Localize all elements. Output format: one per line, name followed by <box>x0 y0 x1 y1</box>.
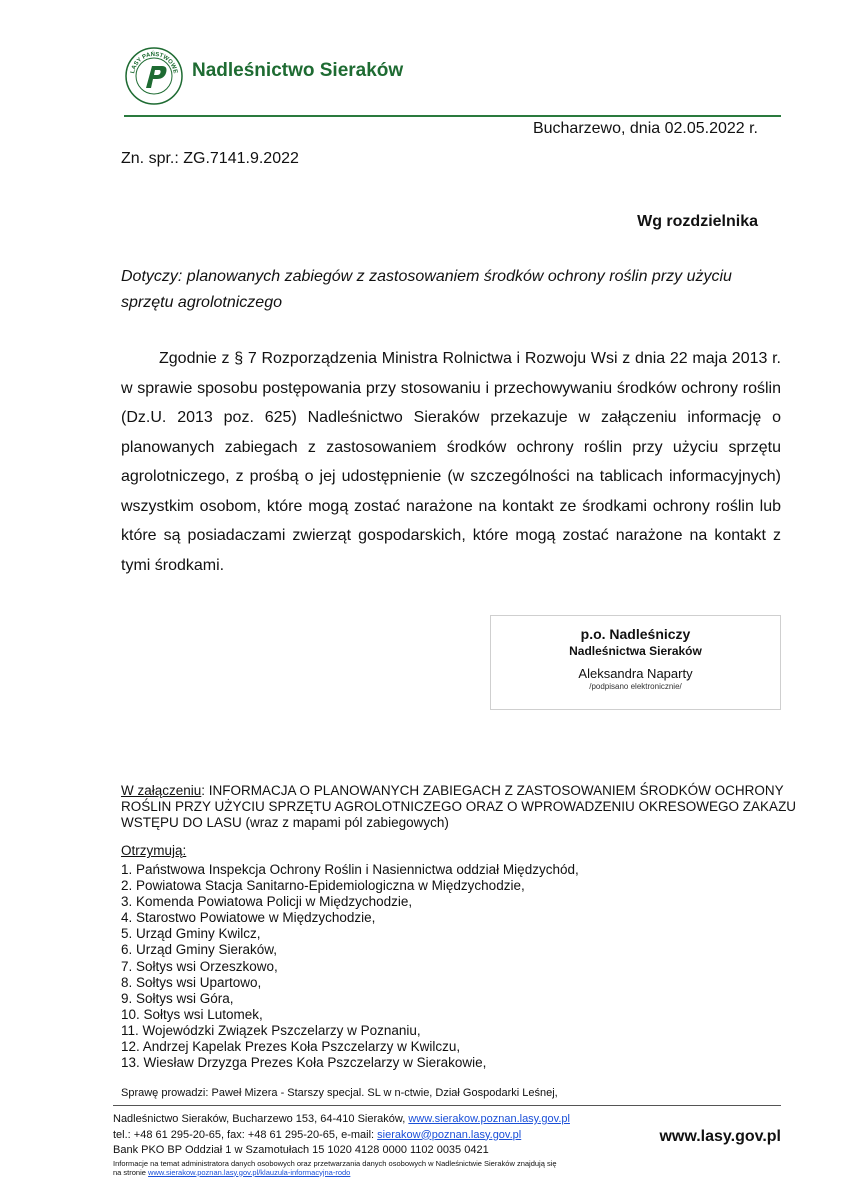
list-item: 13. Wiesław Drzyzga Prezes Koła Pszczelarzy w Sierakowie, <box>121 1055 487 1071</box>
letter-subject: Dotyczy: planowanych zabiegów z zastosowaniem środków ochrony roślin przy użyciu sprzętu agrolotniczego <box>121 268 732 311</box>
lasy-panstwowe-logo <box>124 46 184 106</box>
rodo-prefix: na stronie <box>113 1167 149 1177</box>
list-item: 10. Sołtys wsi Lutomek, <box>121 1006 263 1022</box>
signatory-organization: Nadleśnictwa Sieraków <box>569 644 702 658</box>
footer-address-line <box>113 1112 633 1128</box>
footer-address: Nadleśnictwo Sieraków, Bucharzewo 153, 64-410 Sieraków, <box>113 1113 409 1125</box>
list-item: 11. Wojewódzki Związek Pszczelarzy w Poznaniu, <box>121 1022 421 1038</box>
list-item: 5. Urząd Gminy Kwilcz, <box>121 926 261 942</box>
logo-arc-text: LASY PAŃSTWOWE <box>130 51 178 75</box>
attachment-text: : INFORMACJA O PLANOWANYCH ZABIEGACH Z ZASTOSOWANIEM ŚRODKÓW OCHRONY ROŚLIN PRZY UŻYCIU SPRZĘTU AGROLOTNICZEGO ORAZ O WPROWADZENIU OKRESOWEGO ZAKAZU WSTĘPU DO LASU (wraz z mapami pól zabiegowych) <box>121 783 797 830</box>
list-item: 2. Powiatowa Stacja Sanitarno-Epidemiologiczna w Międzychodzie, <box>121 878 525 894</box>
list-item: 8. Sołtys wsi Upartowo, <box>121 974 262 990</box>
list-item: 6. Urząd Gminy Sieraków, <box>121 942 278 958</box>
lasy-website[interactable]: www.lasy.gov.pl <box>659 1128 781 1145</box>
list-item: 3. Komenda Powiatowa Policji w Międzychodzie, <box>121 894 413 910</box>
addressee: Wg rozdzielnika <box>637 213 758 230</box>
signatory-name: Aleksandra Naparty <box>578 666 693 681</box>
letter-body: Zgodnie z § 7 Rozporządzenia Ministra Rolnictwa i Rozwoju Wsi z dnia 22 maja 2013 r. w sprawie sposobu postępowania przy stosowaniu i przechowywaniu środków ochrony roślin (Dz.U. 2013 poz. 625) Nadleśnictwo Sieraków przekazuje w załączeniu informację o planowanych zabiegach z zastosowaniem środków ochrony roślin przy użyciu sprzętu agrolotniczego, z prośbą o jej udostępnienie (w szczególności na tablicach informacyjnych) wszystkim osobom, które mogą zostać narażone na kontakt ze środkami ochrony roślin lub które są posiadaczami zwierząt gospodarskich, które mogą zostać narażone na kontakt z tymi środkami. <box>121 350 781 574</box>
list-item: 12. Andrzej Kapelak Prezes Koła Pszczelarzy w Kwilczu, <box>121 1039 461 1055</box>
attachment-note <box>121 783 801 831</box>
signatory-title: p.o. Nadleśniczy <box>580 626 691 642</box>
footer-contact-line <box>113 1128 633 1144</box>
electronic-signature-note: /podpisano elektronicznie/ <box>589 682 682 691</box>
recipients-list <box>121 862 781 1071</box>
rodo-link[interactable]: www.sierakow.poznan.lasy.gov.pl/klauzula-informacyjna-rodo <box>148 1167 351 1177</box>
rodo-info-line-1: Informacje na temat administratora danych osobowych oraz przetwarzania danych osobowych w Nadleśnictwie Sieraków znajdują się <box>113 1158 557 1168</box>
footer-divider <box>113 1105 781 1106</box>
organization-name: Nadleśnictwo Sieraków <box>192 60 404 81</box>
footer-phones: tel.: +48 61 295-20-65, fax: +48 61 295-20-65, e-mail: <box>113 1128 378 1141</box>
attachment-label: W załączeniu <box>121 783 202 798</box>
rodo-info-line-2 <box>113 1168 633 1177</box>
email-link[interactable]: sierakow@poznan.lasy.gov.pl <box>377 1128 522 1141</box>
signature-block <box>490 615 781 710</box>
list-item: 4. Starostwo Powiatowe w Międzychodzie, <box>121 910 376 926</box>
case-reference: Zn. spr.: ZG.7141.9.2022 <box>121 150 299 167</box>
footer <box>113 1112 633 1177</box>
list-item: 7. Sołtys wsi Orzeszkowo, <box>121 958 278 974</box>
letter-date: Bucharzewo, dnia 02.05.2022 r. <box>532 120 758 137</box>
header-divider <box>124 115 781 117</box>
recipients-heading: Otrzymują: <box>121 843 187 858</box>
list-item: 1. Państwowa Inspekcja Ochrony Roślin i Nasiennictwa oddział Międzychód, <box>121 862 579 877</box>
footer-bank: Bank PKO BP Oddział 1 w Szamotułach 15 1020 4128 0000 1102 0035 0421 <box>113 1144 489 1156</box>
list-item: 9. Sołtys wsi Góra, <box>121 990 234 1006</box>
website-link[interactable]: www.sierakow.poznan.lasy.gov.pl <box>408 1113 570 1125</box>
case-handler: Sprawę prowadzi: Paweł Mizera - Starszy specjal. SL w n-ctwie, Dział Gospodarki Leśnej, <box>121 1087 558 1099</box>
